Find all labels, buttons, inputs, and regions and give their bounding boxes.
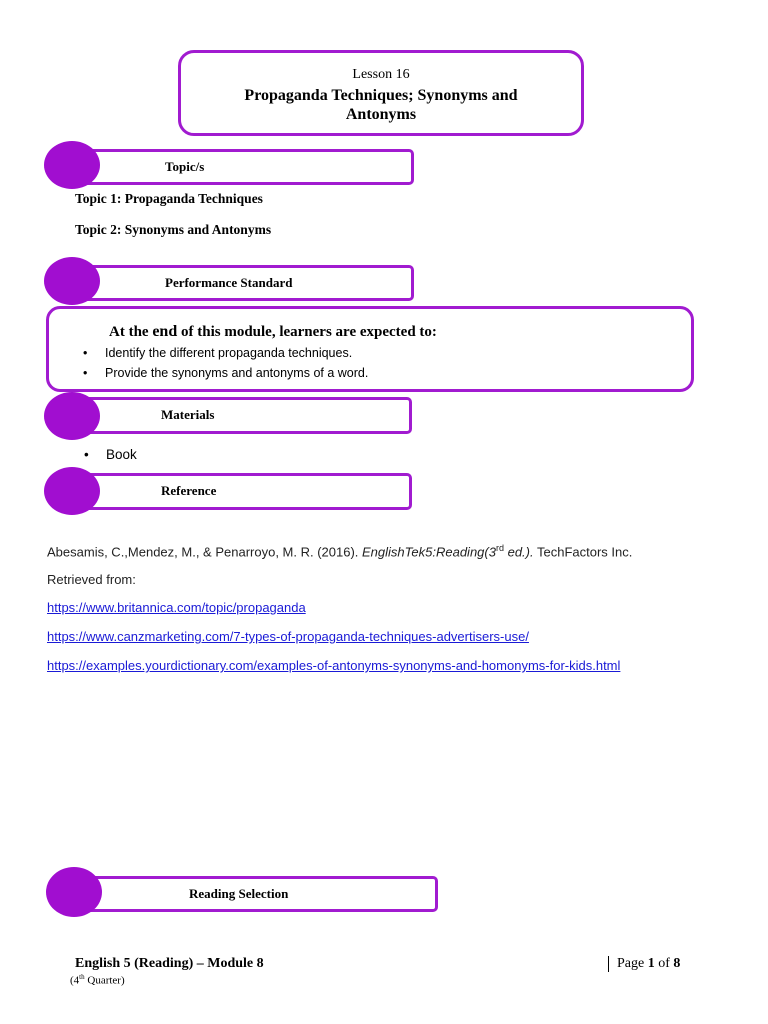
footer-page-number: Page 1 of 8 [608, 956, 680, 972]
performance-item-2: • Provide the synonyms and antonyms of a word. [79, 363, 368, 383]
section-header-reading [70, 876, 438, 912]
section-marker-materials [44, 392, 100, 440]
section-label-materials: Materials [161, 407, 215, 422]
section-marker-reference [44, 467, 100, 515]
section-header-materials [70, 397, 412, 434]
section-label-reading: Reading Selection [189, 886, 289, 901]
materials-item-1: • Book [80, 445, 137, 465]
lesson-number: Lesson 16 [352, 67, 410, 82]
section-header-reference [70, 473, 412, 510]
lesson-title-box [178, 50, 584, 136]
performance-lead: At the end of this module, learners are expected to: [109, 323, 437, 340]
performance-standard-box [46, 306, 694, 392]
section-label-reference: Reference [161, 483, 217, 498]
performance-item-1: • Identify the different propaganda techniques. [79, 343, 368, 363]
reference-link-yourdictionary[interactable]: https://examples.yourdictionary.com/examples-of-antonyms-synonyms-and-homonyms-for-kids.html [47, 658, 621, 673]
reference-link-canzmarketing[interactable]: https://www.canzmarketing.com/7-types-of-propaganda-techniques-advertisers-use/ [47, 629, 529, 644]
topic-item-1: Topic 1: Propaganda Techniques [75, 191, 263, 206]
performance-list [79, 343, 368, 383]
section-header-performance [70, 265, 414, 301]
reference-retrieved: Retrieved from: [47, 572, 136, 587]
topic-item-2: Topic 2: Synonyms and Antonyms [75, 222, 272, 237]
reference-link-britannica[interactable]: https://www.britannica.com/topic/propaganda [47, 600, 306, 615]
footer-quarter: (4th Quarter) [70, 973, 125, 987]
lesson-title: Propaganda Techniques; Synonyms and Antonyms [244, 87, 518, 123]
section-marker-reading [46, 867, 102, 917]
section-label-topics: Topic/s [165, 159, 205, 174]
reference-citation: Abesamis, C.,Mendez, M., & Penarroyo, M. R. (2016). EnglishTek5:Reading(3rd ed.). TechFactors Inc. [47, 543, 633, 560]
section-marker-topics [44, 141, 100, 189]
section-header-topics [70, 149, 414, 185]
section-marker-performance [44, 257, 100, 305]
footer-module: English 5 (Reading) – Module 8 [75, 956, 264, 971]
materials-list [80, 445, 137, 465]
section-label-performance: Performance Standard [165, 275, 293, 290]
